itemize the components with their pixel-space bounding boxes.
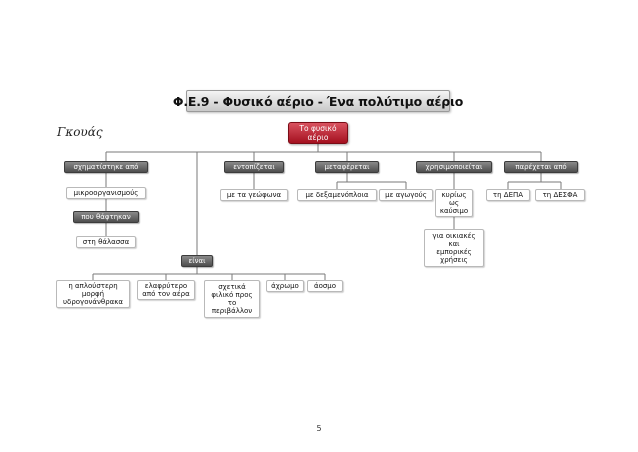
leaf-desfa: τη ΔΕΣΦΑ <box>535 189 585 201</box>
leaf-colorless: άχρωμο <box>266 280 304 292</box>
page-number: 5 <box>316 424 322 433</box>
leaf-sea-floor: στη θάλασσα <box>76 236 136 248</box>
leaf-lighter-than-air: ελαφρύτερο από τον αέρα <box>137 280 195 300</box>
page-title: Φ.Ε.9 - Φυσικό αέριο - Ένα πολύτιμο αέριο <box>186 90 450 112</box>
link-is: είναι <box>181 255 213 267</box>
leaf-simplest-hydrocarbon: η απλούστερη μορφή υδρογονάνθρακα <box>56 280 130 308</box>
link-provided: παρέχεται από <box>504 161 578 173</box>
leaf-odorless: άοσμο <box>307 280 343 292</box>
leaf-with-drilling: με τα γεώφωνα <box>220 189 288 201</box>
leaf-with-tanks: με δεξαμενόπλοια <box>297 189 377 201</box>
link-transported: μεταφέρεται <box>315 161 379 173</box>
link-used: χρησιμοποιείται <box>416 161 492 173</box>
leaf-with-pipelines: με αγωγούς <box>379 189 433 201</box>
leaf-for-homes: για οικιακές και εμπορικές χρήσεις <box>424 229 484 267</box>
link-reached: που θάφτηκαν <box>73 211 139 223</box>
leaf-eco-friendly: σχετικά φιλικό προς το περιβάλλον <box>204 280 260 318</box>
leaf-mainly-as-fuel: κυρίως ως καύσιμο <box>435 189 473 217</box>
link-formed: σχηματίστηκε από <box>64 161 148 173</box>
root-node: Το φυσικό αέριο <box>288 122 348 144</box>
author-name: Γκουάς <box>57 125 103 139</box>
leaf-microorganisms: μικροοργανισμούς <box>66 187 146 199</box>
leaf-depa: τη ΔΕΠΑ <box>486 189 530 201</box>
link-located: εντοπίζεται <box>224 161 284 173</box>
